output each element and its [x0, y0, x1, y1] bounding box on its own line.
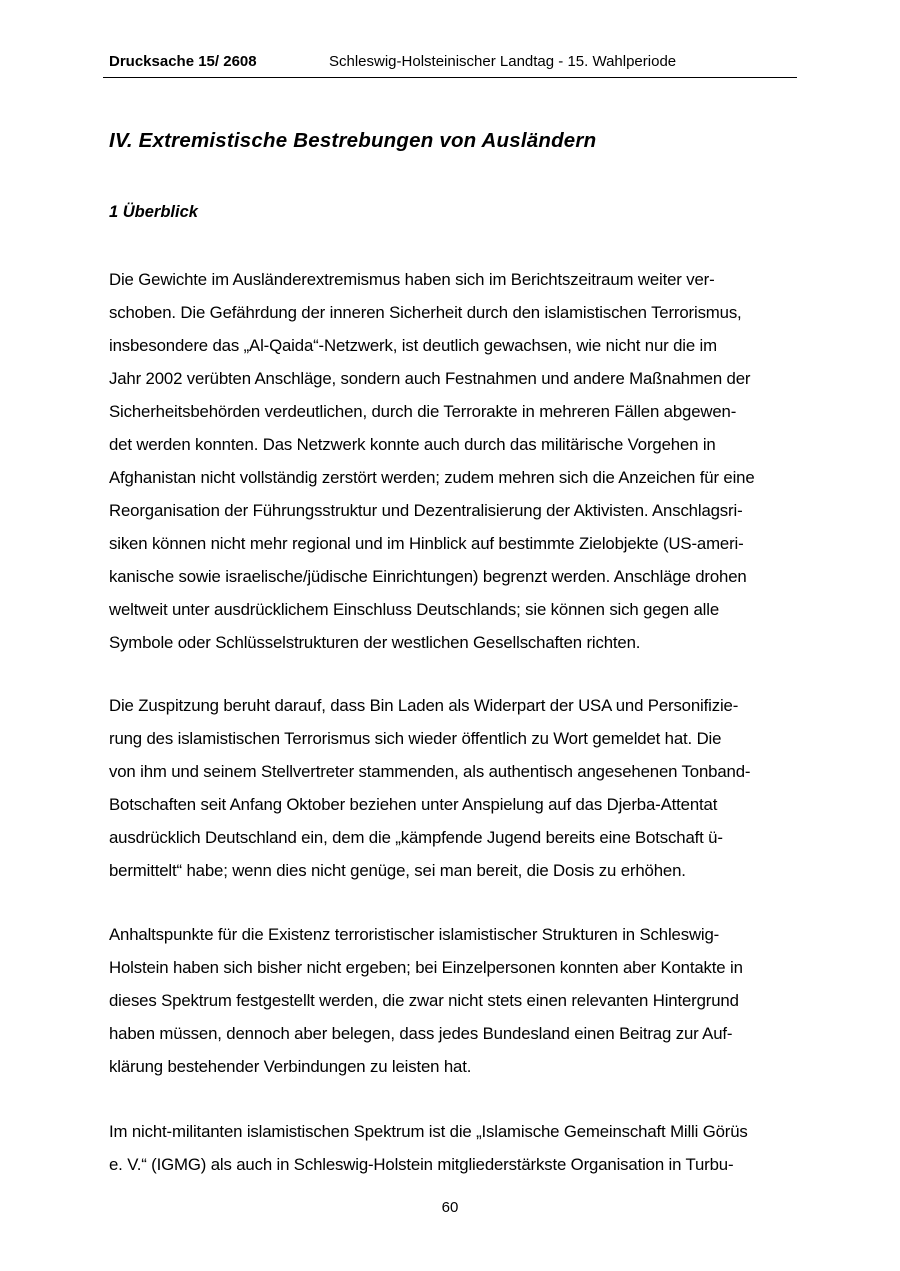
- text-line: Die Gewichte im Ausländerextremismus haben sich im Berichtszeitraum weiter ver-: [109, 270, 715, 289]
- text-line: rung des islamistischen Terrorismus sich wieder öffentlich zu Wort gemeldet hat. Die: [109, 729, 722, 748]
- text-line: klärung bestehender Verbindungen zu leisten hat.: [109, 1057, 472, 1076]
- document-number: Drucksache 15/ 2608: [109, 53, 257, 70]
- text-line: Holstein haben sich bisher nicht ergeben; bei Einzelpersonen konnten aber Kontakte in: [109, 958, 743, 977]
- text-line: siken können nicht mehr regional und im Hinblick auf bestimmte Zielobjekte (US-ameri-: [109, 534, 744, 553]
- text-line: von ihm und seinem Stellvertreter stammenden, als authentisch angesehenen Tonband-: [109, 762, 751, 781]
- text-line: det werden konnten. Das Netzwerk konnte auch durch das militärische Vorgehen in: [109, 435, 716, 454]
- text-line: Im nicht-militanten islamistischen Spektrum ist die „Islamische Gemeinschaft Milli Görüs: [109, 1122, 748, 1141]
- chapter-title: IV. Extremistische Bestrebungen von Ausländern: [109, 129, 597, 152]
- text-line: bermittelt“ habe; wenn dies nicht genüge, sei man bereit, die Dosis zu erhöhen.: [109, 861, 686, 880]
- page-number: 60: [441, 1199, 459, 1216]
- text-line: ausdrücklich Deutschland ein, dem die „kämpfende Jugend bereits eine Botschaft ü-: [109, 828, 723, 847]
- paragraph-1: [109, 263, 799, 659]
- paragraph-4: [109, 1115, 799, 1181]
- text-line: Sicherheitsbehörden verdeutlichen, durch die Terrorakte in mehreren Fällen abgewen-: [109, 402, 737, 421]
- text-line: e. V.“ (IGMG) als auch in Schleswig-Holstein mitgliederstärkste Organisation in Turbu-: [109, 1155, 734, 1174]
- text-line: weltweit unter ausdrücklichem Einschluss Deutschlands; sie können sich gegen alle: [109, 600, 720, 619]
- text-line: Symbole oder Schlüsselstrukturen der westlichen Gesellschaften richten.: [109, 633, 641, 652]
- page-header: [103, 52, 797, 78]
- paragraph-3: [109, 918, 799, 1083]
- text-line: kanische sowie israelische/jüdische Einrichtungen) begrenzt werden. Anschläge drohen: [109, 567, 747, 586]
- text-line: Anhaltspunkte für die Existenz terroristischer islamistischer Strukturen in Schleswig-: [109, 925, 720, 944]
- text-line: Botschaften seit Anfang Oktober beziehen unter Anspielung auf das Djerba-Attentat: [109, 795, 718, 814]
- text-line: dieses Spektrum festgestellt werden, die zwar nicht stets einen relevanten Hintergrund: [109, 991, 739, 1010]
- text-line: Jahr 2002 verübten Anschläge, sondern auch Festnahmen und andere Maßnahmen der: [109, 369, 751, 388]
- parliament-title: Schleswig-Holsteinischer Landtag - 15. Wahlperiode: [329, 53, 677, 70]
- text-line: Die Zuspitzung beruht darauf, dass Bin Laden als Widerpart der USA und Personifizie-: [109, 696, 739, 715]
- text-line: haben müssen, dennoch aber belegen, dass jedes Bundesland einen Beitrag zur Auf-: [109, 1024, 733, 1043]
- text-line: insbesondere das „Al-Qaida“-Netzwerk, ist deutlich gewachsen, wie nicht nur die im: [109, 336, 717, 355]
- section-title: 1 Überblick: [109, 203, 198, 221]
- text-line: Reorganisation der Führungsstruktur und Dezentralisierung der Aktivisten. Anschlagsri-: [109, 501, 743, 520]
- text-line: Afghanistan nicht vollständig zerstört werden; zudem mehren sich die Anzeichen für eine: [109, 468, 755, 487]
- paragraph-2: [109, 689, 799, 887]
- text-line: schoben. Die Gefährdung der inneren Sicherheit durch den islamistischen Terrorismus,: [109, 303, 742, 322]
